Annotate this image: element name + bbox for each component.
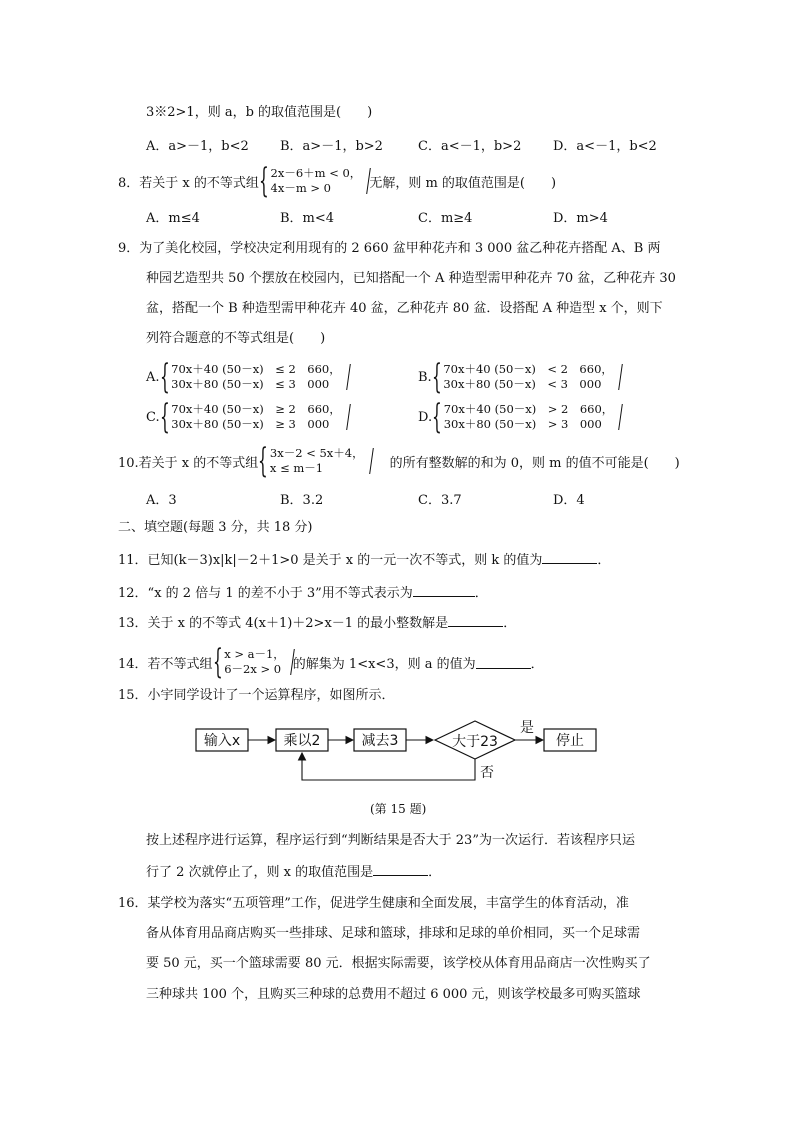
q13	[118, 613, 516, 633]
q8-system-row1: 2x－6＋m < 0，	[270, 166, 362, 180]
q9-option-c	[146, 397, 349, 437]
q8-question	[118, 161, 557, 201]
q11	[118, 550, 610, 570]
q7-option-d: D．a<－1，b<2	[553, 139, 657, 154]
left-brace-icon: {	[431, 357, 442, 397]
section-heading: 二、填空题(每题 3 分，共 18 分)	[118, 520, 313, 535]
q15-body-line2	[146, 862, 441, 882]
q16-line4: 三种球共 100 个，且购买三种球的总费用不超过 6 000 元，则该学校最多可购买篮球	[146, 987, 641, 1002]
q9-line2: 种园艺造型共 50 个摆放在校园内，已知搭配一个 A 种造型需甲种花卉 70 盆，乙种花卉 30	[146, 271, 676, 286]
q7-option-b: B．a>－1，b>2	[280, 139, 383, 154]
q8-prefix: 8．若关于 x 的不等式组	[118, 175, 259, 191]
q7-option-a: A．a>－1，b<2	[146, 139, 249, 154]
flow-decision-label: 大于23	[452, 734, 498, 750]
q15-body-line1: 按上述程序进行运算，程序运行到“判断结果是否大于 23”为一次运行．若该程序只运	[146, 833, 635, 848]
q16-line2: 备从体育用品商店购买一些排球、足球和篮球，排球和足球的单价相同，买一个足球需	[146, 926, 641, 941]
q9-option-c-label: C.	[146, 409, 160, 425]
flow-input-label: 输入x	[203, 733, 241, 749]
flow-yes-label: 是	[520, 720, 534, 736]
q10-option-d: D．4	[553, 493, 585, 508]
flow-mul-label: 乘以2	[283, 733, 321, 749]
q9-option-a	[146, 357, 349, 397]
system-bar-icon	[345, 364, 351, 390]
system-bar-icon	[617, 404, 623, 430]
q8-option-a: A．m≤4	[146, 211, 200, 226]
q9-option-b-label: B.	[418, 369, 432, 385]
q9-option-a-row2: 30x＋80 (50－x) ≤ 3 000	[171, 377, 330, 391]
q10-suffix: 的所有整数解的和为 0，则 m 的值不可能是( )	[389, 455, 680, 471]
q10-option-c: C．3.7	[418, 493, 462, 508]
q12-text: 12．“x 的 2 倍与 1 的差不小于 3”用不等式表示为	[118, 586, 413, 601]
q13-text: 13．关于 x 的不等式 4(x＋1)＋2>x－1 的最小整数解是	[118, 616, 449, 631]
q14-tail: ．	[530, 656, 544, 672]
q11-text: 11．已知(k－3)x|k|－2＋1>0 是关于 x 的一元一次不等式，则 k 的值为	[118, 553, 543, 568]
q7-stem: 3※2>1，则 a，b 的取值范围是( )	[146, 105, 373, 120]
flow-sub-label: 减去3	[361, 733, 399, 749]
system-bar-icon	[617, 364, 623, 390]
flow-loop-arrow	[302, 753, 475, 780]
q9-option-c-row2: 30x＋80 (50－x) ≥ 3 000	[171, 417, 330, 431]
q15-stem: 15．小宇同学设计了一个运算程序，如图所示．	[118, 688, 395, 703]
q9-option-b-row1: 70x＋40 (50－x) < 2 660，	[443, 362, 613, 376]
q14-prefix: 14．若不等式组	[118, 656, 213, 672]
q8-system-row2: 4x－m > 0	[270, 181, 331, 195]
q14-system-row1: x > a－1，	[224, 647, 285, 661]
q12	[118, 583, 488, 603]
q9-line4: 列符合题意的不等式组是( )	[146, 331, 326, 346]
left-brace-icon: {	[258, 441, 268, 481]
q9-option-a-label: A.	[146, 369, 160, 385]
q7-option-c: C．a<－1，b>2	[418, 139, 522, 154]
q8-option-d: D．m>4	[553, 211, 608, 226]
q8-option-b: B．m<4	[280, 211, 335, 226]
q9-option-b-row2: 30x＋80 (50－x) < 3 000	[443, 377, 602, 391]
q10-option-a: A．3	[146, 493, 177, 508]
figure-caption: (第 15 题)	[370, 802, 427, 816]
q9-option-d	[418, 397, 621, 437]
q9-option-b	[418, 357, 621, 397]
left-brace-icon: {	[212, 642, 223, 682]
q15-tail: ．	[428, 865, 442, 880]
q10-system-row1: 3x－2 < 5x＋4，	[269, 446, 364, 460]
q15-body-line2-text: 行了 2 次就停止了，则 x 的取值范围是	[146, 865, 374, 880]
q8-option-c: C．m≥4	[418, 211, 473, 226]
answer-blank[interactable]	[448, 613, 503, 627]
q10-prefix: 10.若关于 x 的不等式组	[118, 455, 259, 471]
q10-system-row2: x ≤ m－1	[269, 461, 324, 475]
q13-tail: ．	[503, 616, 517, 631]
q10-question	[118, 441, 680, 481]
left-brace-icon: {	[159, 397, 170, 437]
left-brace-icon: {	[159, 357, 170, 397]
flowchart	[195, 720, 605, 786]
q9-option-d-row1: 70x＋40 (50－x) > 2 660，	[443, 402, 614, 416]
system-bar-icon	[368, 448, 374, 474]
q14-question	[118, 642, 544, 682]
q14-suffix: 的解集为 1<x<3，则 a 的值为	[292, 656, 476, 672]
answer-blank[interactable]	[413, 583, 475, 597]
q9-line3: 盆，搭配一个 B 种造型需甲种花卉 40 盆，乙种花卉 80 盆．设搭配 A 种造型 x 个，则下	[146, 301, 663, 316]
q16-line1: 16．某学校为落实“五项管理”工作，促进学生健康和全面发展，丰富学生的体育活动，准	[118, 896, 629, 911]
answer-blank[interactable]	[373, 862, 428, 876]
answer-blank[interactable]	[476, 655, 531, 669]
q9-option-c-row1: 70x＋40 (50－x) ≥ 2 660，	[171, 402, 341, 416]
left-brace-icon: {	[432, 397, 442, 437]
answer-blank[interactable]	[542, 550, 597, 564]
q9-line1: 9．为了美化校园，学校决定利用现有的 2 660 盆甲种花卉和 3 000 盆乙种花卉搭配 A、B 两	[118, 241, 661, 256]
q9-option-d-row2: 30x＋80 (50－x) > 3 000	[443, 417, 602, 431]
q16-line3: 要 50 元，买一个篮球需要 80 元．根据实际需要，该学校从体育用品商店一次性购买了	[146, 956, 651, 971]
left-brace-icon: {	[258, 161, 269, 201]
q11-tail: ．	[597, 553, 611, 568]
q14-system-row2: 6－2x > 0	[224, 662, 282, 676]
q10-option-b: B．3.2	[280, 493, 324, 508]
system-bar-icon	[345, 404, 351, 430]
q9-option-a-row1: 70x＋40 (50－x) ≤ 2 660，	[171, 362, 341, 376]
q12-tail: ．	[474, 586, 488, 601]
q8-suffix: 无解，则 m 的取值范围是( )	[369, 175, 557, 191]
flow-stop-label: 停止	[556, 733, 584, 749]
flow-no-label: 否	[480, 765, 494, 781]
q9-option-d-label: D.	[418, 409, 433, 425]
